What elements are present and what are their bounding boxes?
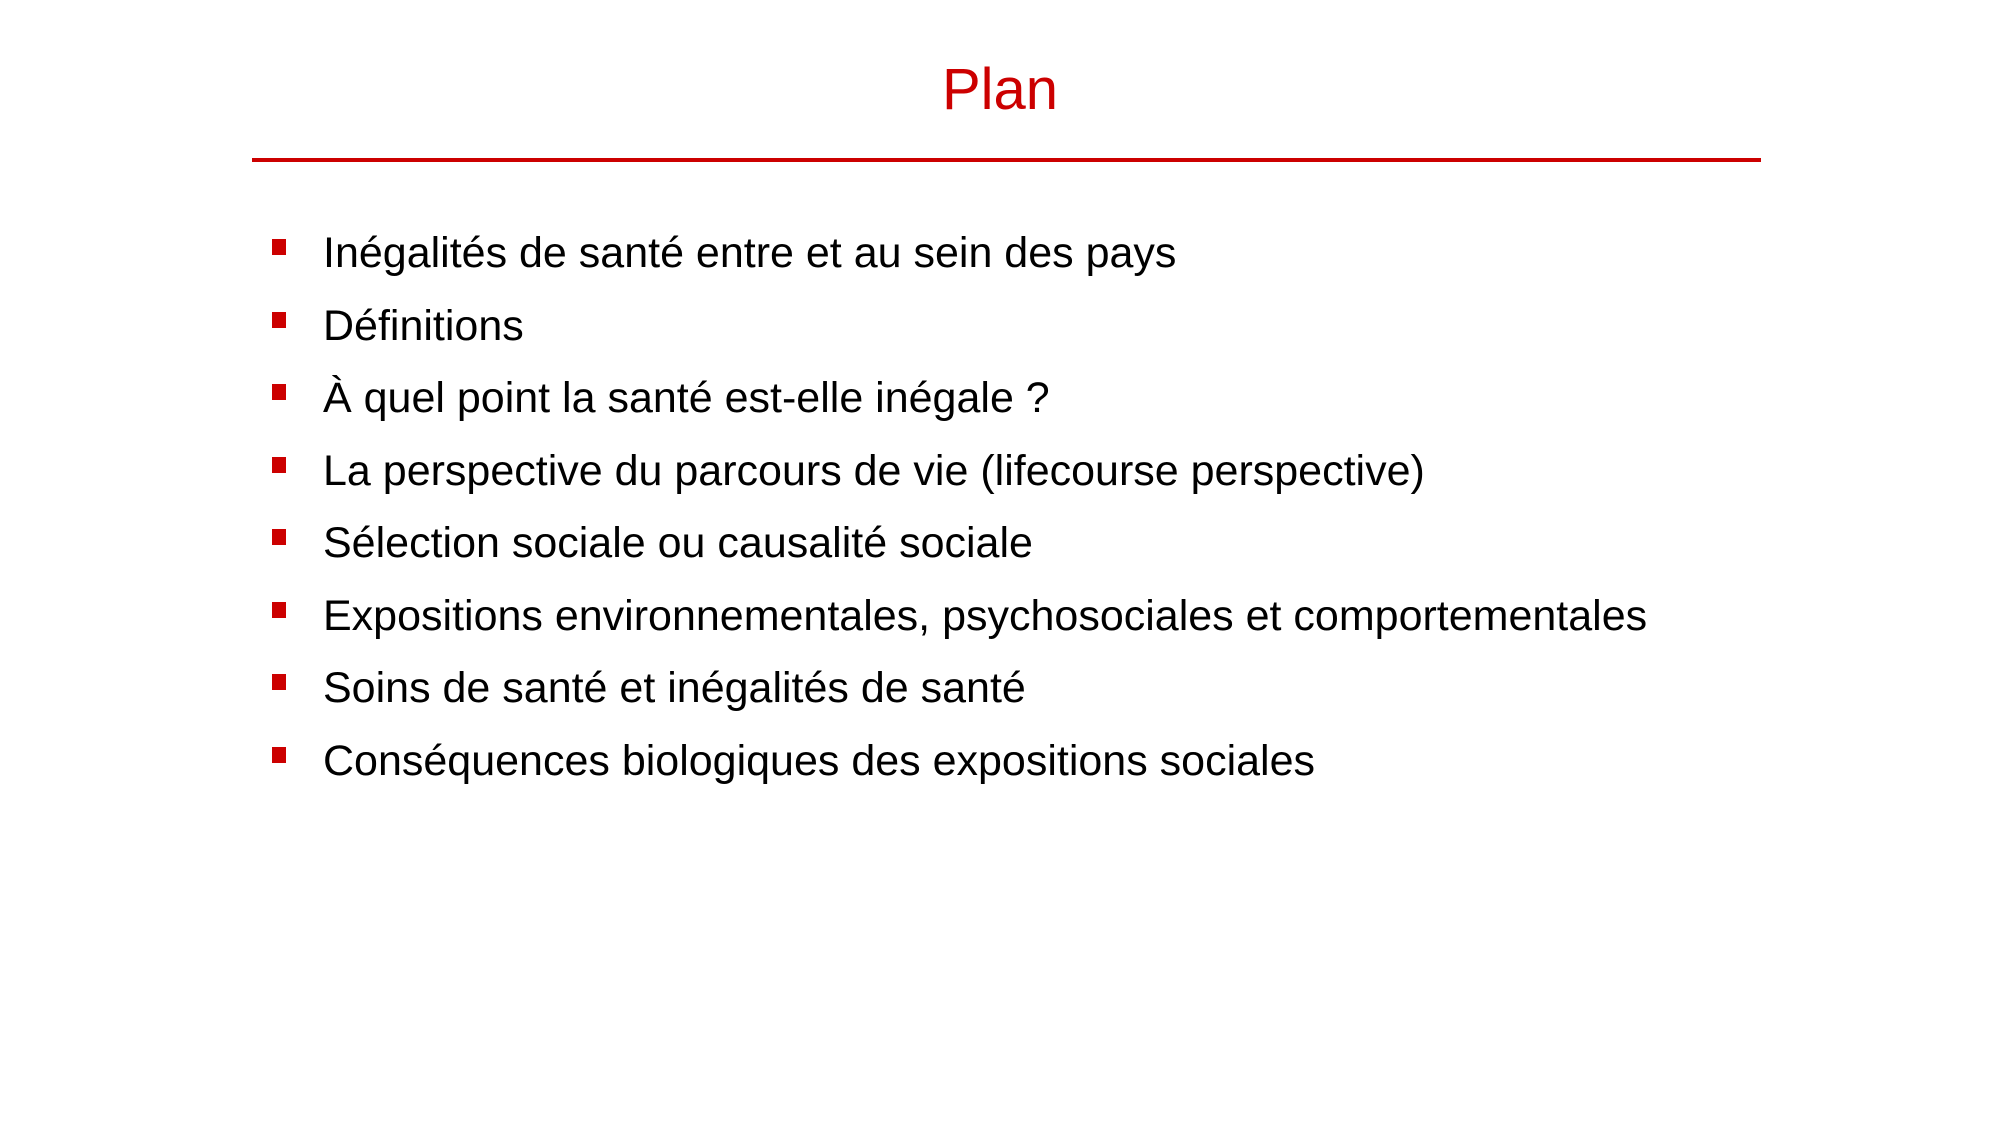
square-bullet-icon: [272, 602, 286, 618]
title-divider: [252, 158, 1761, 162]
square-bullet-icon: [272, 674, 286, 690]
list-item: [0, 217, 1800, 290]
square-bullet-icon: [272, 384, 286, 400]
list-item: [0, 362, 1800, 435]
square-bullet-icon: [272, 239, 286, 255]
square-bullet-icon: [272, 312, 286, 328]
list-item: [0, 580, 1800, 653]
bullet-text: Soins de santé et inégalités de santé: [323, 664, 1026, 712]
bullet-list: [0, 217, 1800, 797]
bullet-text: À quel point la santé est-elle inégale ?: [323, 374, 1050, 422]
list-item: [0, 507, 1800, 580]
list-item: [0, 290, 1800, 363]
bullet-text: Conséquences biologiques des expositions sociales: [323, 736, 1316, 785]
bullet-text: Expositions environnementales, psychosociales et comportementales: [323, 591, 1648, 640]
square-bullet-icon: [272, 747, 286, 763]
list-item: [0, 435, 1800, 508]
bullet-text: Inégalités de santé entre et au sein des pays: [323, 229, 1177, 277]
slide-title: Plan: [941, 57, 1059, 122]
list-item: [0, 652, 1800, 725]
bullet-text: Définitions: [323, 301, 524, 350]
square-bullet-icon: [272, 457, 286, 473]
bullet-text: La perspective du parcours de vie (lifecourse perspective): [323, 446, 1425, 495]
square-bullet-icon: [272, 529, 286, 545]
list-item: [0, 725, 1800, 798]
bullet-text: Sélection sociale ou causalité sociale: [323, 519, 1033, 567]
